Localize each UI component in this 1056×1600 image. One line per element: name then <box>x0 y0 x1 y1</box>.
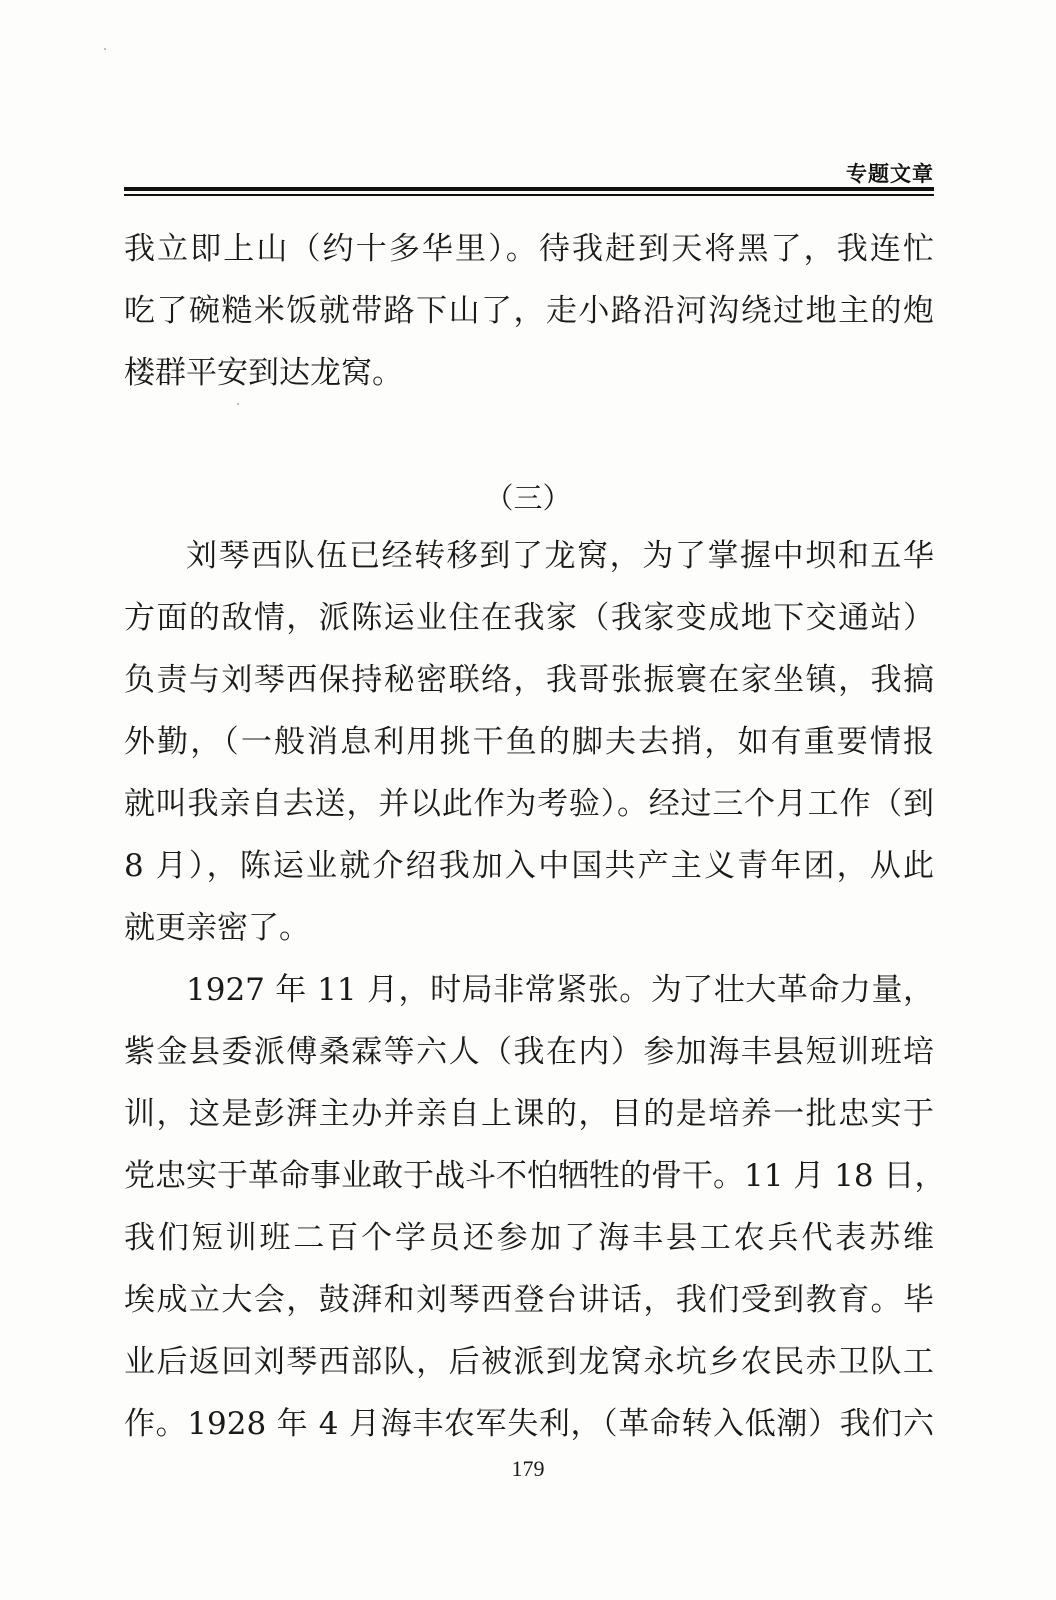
text-line: 作。1928 年 4 月海丰农军失利，（革命转入低潮）我们六 <box>124 1406 934 1442</box>
paragraph-1 <box>124 218 934 404</box>
text-line: 吃了碗糙米饭就带路下山了，走小路沿河沟绕过地主的炮 <box>124 293 934 329</box>
text-line: 1927 年 11 月，时局非常紧张。为了壮大革命力量， <box>186 972 934 1008</box>
text-line: 党忠实于革命事业敢于战斗不怕牺牲的骨干。11 月 18 日， <box>124 1158 946 1194</box>
text-line: 训，这是彭湃主办并亲自上课的，目的是培养一批忠实于 <box>124 1096 934 1132</box>
text-line: 刘琴西队伍已经转移到了龙窝，为了掌握中坝和五华 <box>186 538 934 574</box>
running-header-title: 专题文章 <box>846 162 934 186</box>
header-rule-thin <box>124 194 934 196</box>
section-heading: （三） <box>484 481 572 515</box>
text-line: 负责与刘琴西保持秘密联络，我哥张振寰在家坐镇，我搞 <box>124 662 934 698</box>
text-line: 外勤，（一般消息利用挑干鱼的脚夫去捎，如有重要情报 <box>124 724 934 760</box>
text-line: 楼群平安到达龙窝。 <box>124 355 403 391</box>
text-line: 就叫我亲自去送，并以此作为考验）。经过三个月工作（到 <box>124 786 934 822</box>
paper-speck <box>237 403 239 405</box>
text-line: 业后返回刘琴西部队，后被派到龙窝永坑乡农民赤卫队工 <box>124 1344 934 1380</box>
page-number: 179 <box>511 1456 545 1481</box>
paper-speck <box>104 48 106 50</box>
text-line: 我立即上山（约十多华里）。待我赶到天将黑了，我连忙 <box>124 231 934 267</box>
header-rule-thick <box>124 187 934 191</box>
text-line: 我们短训班二百个学员还参加了海丰县工农兵代表苏维 <box>124 1220 934 1256</box>
text-line: 紫金县委派傅桑霖等六人（我在内）参加海丰县短训班培 <box>124 1034 934 1070</box>
paragraph-3 <box>124 959 946 1455</box>
text-line: 就更亲密了。 <box>124 910 310 946</box>
text-line: 方面的敌情，派陈运业住在我家（我家变成地下交通站） <box>124 600 934 636</box>
text-line: 8 月），陈运业就介绍我加入中国共产主义青年团，从此 <box>124 848 934 884</box>
text-line: 埃成立大会，鼓湃和刘琴西登台讲话，我们受到教育。毕 <box>124 1282 934 1318</box>
paragraph-2 <box>124 525 934 959</box>
